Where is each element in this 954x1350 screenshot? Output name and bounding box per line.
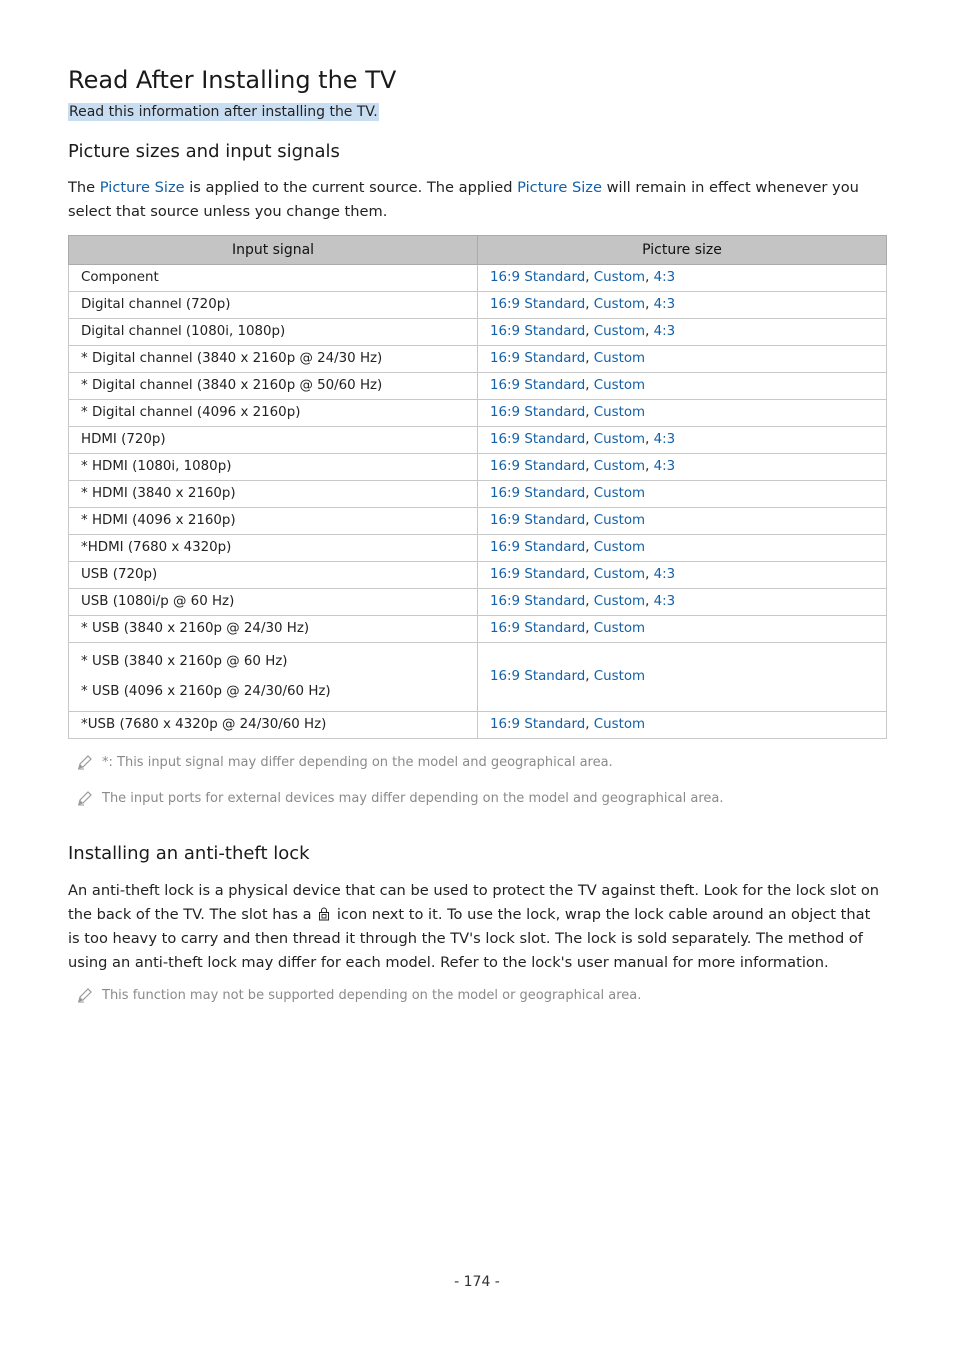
input-signal-text: HDMI (720p) <box>81 432 166 447</box>
picture-size-option: Custom <box>593 297 646 312</box>
picture-size-cell <box>478 481 887 508</box>
input-signal-text: * USB (4096 x 2160p @ 24/30/60 Hz) <box>81 684 331 699</box>
input-signal-cell <box>69 346 478 373</box>
picture-size-cell <box>478 400 887 427</box>
size-separator: , <box>585 405 594 420</box>
input-signal-text: * USB (3840 x 2160p @ 24/30 Hz) <box>81 621 310 636</box>
picture-size-cell <box>478 508 887 535</box>
input-signal-cell <box>69 373 478 400</box>
input-signal-text: Component <box>81 270 159 285</box>
table-row <box>69 319 887 346</box>
input-signal-text: Digital channel (1080i, 1080p) <box>81 324 286 339</box>
input-signal-cell <box>69 265 478 292</box>
size-separator: , <box>585 513 594 528</box>
input-signal-text: Digital channel (720p) <box>81 297 231 312</box>
size-separator: , <box>645 432 654 447</box>
picture-size-option: Custom <box>593 432 646 447</box>
input-signal-cell <box>69 400 478 427</box>
picture-size-option: 16:9 Standard <box>490 270 586 285</box>
table-row <box>69 373 887 400</box>
picture-size-option: Custom <box>593 513 646 528</box>
size-separator: , <box>585 270 594 285</box>
page-number: - 174 - <box>454 1274 500 1290</box>
picture-size-option: Custom <box>593 717 646 732</box>
table-row <box>69 454 887 481</box>
section-heading-anti-theft-lock: Installing an anti-theft lock <box>68 843 310 864</box>
picture-size-option: 4:3 <box>653 567 676 582</box>
picture-size-cell <box>478 589 887 616</box>
size-separator: , <box>645 567 654 582</box>
table-row <box>69 265 887 292</box>
picture-size-link: Picture Size <box>517 179 602 196</box>
picture-size-option: Custom <box>593 594 646 609</box>
table-row <box>69 346 887 373</box>
input-signal-cell <box>69 292 478 319</box>
size-separator: , <box>645 297 654 312</box>
input-signal-text: * HDMI (1080i, 1080p) <box>81 459 232 474</box>
picture-size-option: Custom <box>593 621 646 636</box>
picture-size-option: Custom <box>593 378 646 393</box>
input-signal-cell <box>69 712 478 739</box>
input-signal-text: *HDMI (7680 x 4320p) <box>81 540 232 555</box>
picture-size-option: 4:3 <box>653 459 676 474</box>
picture-size-option: 16:9 Standard <box>490 669 586 684</box>
picture-size-option: 16:9 Standard <box>490 486 586 501</box>
size-separator: , <box>585 459 594 474</box>
table-row <box>69 481 887 508</box>
picture-size-cell <box>478 292 887 319</box>
picture-size-cell <box>478 427 887 454</box>
note-input-signal: *: This input signal may differ depending on the model and geographical area. <box>76 754 613 770</box>
input-signal-text: USB (1080i/p @ 60 Hz) <box>81 594 235 609</box>
input-signal-text: *USB (7680 x 4320p @ 24/30/60 Hz) <box>81 717 327 732</box>
picture-size-cell <box>478 616 887 643</box>
note-function-support: This function may not be supported depending on the model or geographical area. <box>76 987 641 1003</box>
picture-size-option: 4:3 <box>653 270 676 285</box>
picture-size-option: 16:9 Standard <box>490 405 586 420</box>
note-pencil-icon <box>76 754 94 770</box>
table-body <box>69 265 887 739</box>
picture-size-option: 4:3 <box>653 297 676 312</box>
picture-size-option: 16:9 Standard <box>490 378 586 393</box>
picture-size-link: Picture Size <box>99 179 185 196</box>
picture-size-option: 16:9 Standard <box>490 621 586 636</box>
size-separator: , <box>585 324 594 339</box>
picture-size-option: 16:9 Standard <box>490 432 586 447</box>
size-separator: , <box>645 459 654 474</box>
picture-size-option: 4:3 <box>653 432 676 447</box>
input-signal-table <box>68 235 887 739</box>
input-signal-cell <box>69 481 478 508</box>
input-signal-text: * Digital channel (4096 x 2160p) <box>81 405 301 420</box>
size-separator: , <box>585 432 594 447</box>
picture-size-option: Custom <box>593 405 646 420</box>
picture-size-cell <box>478 319 887 346</box>
size-separator: , <box>585 717 594 732</box>
picture-size-option: Custom <box>593 459 646 474</box>
size-separator: , <box>585 297 594 312</box>
table-row <box>69 643 887 712</box>
column-header-picture-size: Picture size <box>478 236 887 265</box>
input-signal-cell <box>69 589 478 616</box>
table-row <box>69 292 887 319</box>
size-separator: , <box>585 378 594 393</box>
size-separator: , <box>585 594 594 609</box>
picture-size-cell <box>478 265 887 292</box>
picture-size-cell <box>478 562 887 589</box>
picture-size-option: Custom <box>593 486 646 501</box>
picture-size-option: Custom <box>593 351 646 366</box>
note-pencil-icon <box>76 790 94 806</box>
size-separator: , <box>585 621 594 636</box>
picture-size-cell <box>478 454 887 481</box>
table-row <box>69 427 887 454</box>
input-signal-cell <box>69 616 478 643</box>
input-signal-cell <box>69 454 478 481</box>
table-row <box>69 535 887 562</box>
table-row <box>69 616 887 643</box>
picture-size-option: 16:9 Standard <box>490 717 586 732</box>
table-row <box>69 400 887 427</box>
size-separator: , <box>585 486 594 501</box>
picture-size-cell <box>478 643 887 712</box>
input-signal-text: * HDMI (4096 x 2160p) <box>81 513 236 528</box>
input-signal-cell <box>69 562 478 589</box>
picture-size-cell <box>478 535 887 562</box>
picture-size-option: Custom <box>593 270 646 285</box>
picture-size-option: Custom <box>593 669 646 684</box>
page-subtitle: Read this information after installing the TV. <box>69 104 378 120</box>
column-header-input-signal: Input signal <box>69 236 478 265</box>
size-separator: , <box>585 669 594 684</box>
picture-size-option: 4:3 <box>653 324 676 339</box>
size-separator: , <box>585 351 594 366</box>
input-signal-cell <box>69 508 478 535</box>
picture-size-option: Custom <box>593 567 646 582</box>
note-pencil-icon <box>76 987 94 1003</box>
input-signal-text: USB (720p) <box>81 567 158 582</box>
input-signal-text: * Digital channel (3840 x 2160p @ 50/60 Hz) <box>81 378 383 393</box>
picture-size-option: 16:9 Standard <box>490 351 586 366</box>
input-signal-cell <box>69 535 478 562</box>
input-signal-text: * USB (3840 x 2160p @ 60 Hz) <box>81 654 288 669</box>
picture-size-option: 4:3 <box>653 594 676 609</box>
size-separator: , <box>645 324 654 339</box>
picture-size-cell <box>478 346 887 373</box>
table-row <box>69 562 887 589</box>
picture-size-option: 16:9 Standard <box>490 513 586 528</box>
kensington-lock-icon <box>318 907 330 921</box>
size-separator: , <box>645 594 654 609</box>
table-row <box>69 712 887 739</box>
picture-size-cell <box>478 712 887 739</box>
picture-size-option: 16:9 Standard <box>490 297 586 312</box>
picture-size-option: 16:9 Standard <box>490 459 586 474</box>
size-separator: , <box>585 540 594 555</box>
table-header-row <box>69 236 887 265</box>
anti-theft-lock-body: An anti-theft lock is a physical device that can be used to protect the TV against theft. Look for the lock slot on the back of the TV. The slot has a icon next to it. To use the lock, wrap the lock cable around an object that is too heavy to carry and then thread it through the TV's lock slot. The lock is sold separately. The method of using an anti-theft lock may differ for each model. Refer to the lock's user manual for more information. <box>68 882 880 971</box>
input-signal-text: * HDMI (3840 x 2160p) <box>81 486 236 501</box>
picture-size-option: Custom <box>593 324 646 339</box>
table-row <box>69 508 887 535</box>
input-signal-cell <box>69 319 478 346</box>
picture-size-cell <box>478 373 887 400</box>
picture-size-option: 16:9 Standard <box>490 594 586 609</box>
section-heading-picture-sizes: Picture sizes and input signals <box>68 141 340 162</box>
size-separator: , <box>585 567 594 582</box>
page-title: Read After Installing the TV <box>68 66 397 94</box>
picture-size-intro: The Picture Size is applied to the current source. The applied Picture Size will remain in effect whenever you select that source unless you change them. <box>68 179 859 220</box>
picture-size-option: 16:9 Standard <box>490 567 586 582</box>
note-input-ports: The input ports for external devices may differ depending on the model and geographical area. <box>76 790 724 806</box>
picture-size-option: 16:9 Standard <box>490 540 586 555</box>
input-signal-text: * Digital channel (3840 x 2160p @ 24/30 Hz) <box>81 351 383 366</box>
input-signal-cell <box>69 643 478 712</box>
input-signal-cell <box>69 427 478 454</box>
picture-size-option: 16:9 Standard <box>490 324 586 339</box>
picture-size-option: Custom <box>593 540 646 555</box>
size-separator: , <box>645 270 654 285</box>
table-row <box>69 589 887 616</box>
